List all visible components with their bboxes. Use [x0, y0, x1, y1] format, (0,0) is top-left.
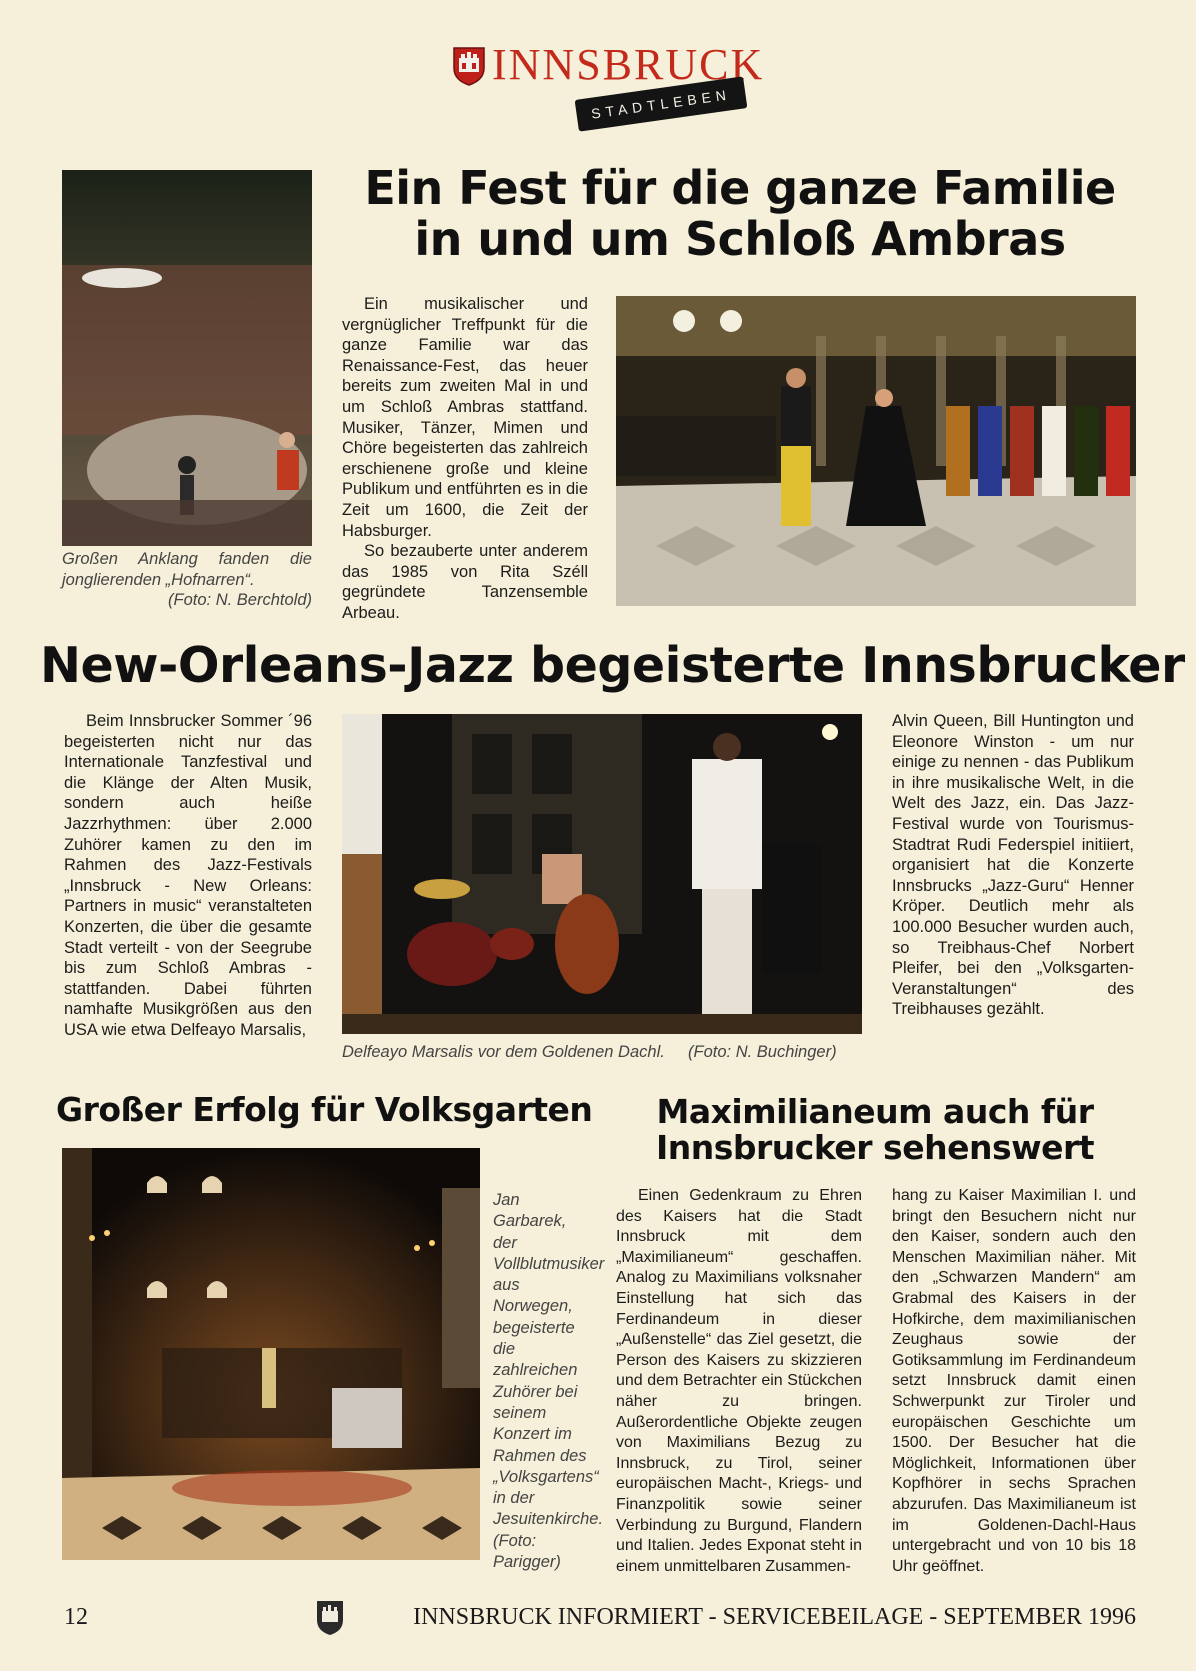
article1-paragraph: Ein musikalischer und vergnüglicher Treffpunkt für die ganze Familie war das Renaissance-Fest, das heuer bereits zum zweiten Mal in und um Schloß Ambras stattfand. Musiker, Tänzer, Mimen und Chöre begeisterten das zahlreich erschienene große und kleine Publikum und entführten es in die Zeit um 1600, die Zeit der Habsburger. [342, 295, 588, 540]
masthead-tagline: STADTLEBEN [590, 86, 732, 122]
article2-col1 [64, 711, 312, 1041]
headline-line: Ein Fest für die ganze Familie [364, 161, 1116, 215]
article2-col2 [892, 711, 1134, 1020]
photo-jugglers [62, 170, 312, 546]
caption-text: Delfeayo Marsalis vor dem Goldenen Dachl. [342, 1043, 665, 1061]
photo-garbarek-concert [62, 1148, 480, 1560]
city-coat-of-arms-icon [452, 46, 486, 86]
masthead [452, 40, 765, 130]
caption-line: Großen Anklang fanden die [62, 550, 312, 568]
photo-jugglers-caption [62, 549, 312, 611]
article3-headline: Großer Erfolg für Volksgarten [56, 1090, 593, 1129]
article2-headline: New-Orleans-Jazz begeisterte Innsbrucker [40, 637, 1185, 694]
article4-paragraph: hang zu Kaiser Maximilian I. und bringt den Besuchern nicht nur den Kaiser, sondern auch den Menschen Maximilian näher. Mit den „Schwarzen Mandern“ am Grabmal des Kaisers in der Hofkirche, dem maximilianischen Zeughaus sowie der Gotiksammlung im Ferdinandeum setzt Innsbruck damit einen Schwerpunkt zur Tiroler und europäischen Geschichte um 1500. Der Besucher hat die Möglichkeit, Informationen über Kopfhörer in sechs Sprachen abzurufen. Das Maximilianeum ist im Goldenen-Dachl-Haus untergebracht und von 10 bis 18 Uhr geöffnet. [892, 1187, 1136, 1575]
caption-line: jonglierenden „Hofnarren“. [62, 570, 255, 589]
caption-credit: (Foto: N. Buchinger) [688, 1043, 837, 1061]
caption-credit: (Foto: N. Berchtold) [168, 591, 312, 609]
article1-body [342, 294, 588, 624]
article1-headline [330, 163, 1150, 264]
article4-headline [615, 1094, 1135, 1167]
page-number: 12 [64, 1604, 88, 1630]
article2-paragraph: Beim Innsbrucker Sommer ´96 begeisterten nicht nur das Internationale Tanzfestival und die Klänge der Alten Musik, sondern auch heiße Jazzrhythmen: über 2.000 Zuhörer kamen zu den im Rahmen des Jazz-Festivals „Innsbruck - New Orleans: Partners in music“ veranstalteten Konzerten, die über die gesamte Stadt verteilt - von der Seegrube bis zum Schloß Ambras - stattfanden. Dabei führten namhafte Musikgrößen aus den USA wie etwa Delfeayo Marsalis, [64, 712, 312, 1039]
headline-line: in und um Schloß Ambras [414, 211, 1066, 266]
article4-paragraph: Einen Gedenkraum zu Ehren des Kaisers hat die Stadt Innsbruck mit dem „Maximilianeum“ geschaffen. Analog zu Maximilians volksnaher Einstellung hat sich das Ferdinandeum in dieser „Außenstelle“ das Ziel gesetzt, die Person des Kaisers zu skizzieren und dem Betrachter ein Stückchen näher zu bringen. Außerordentliche Objekte zeugen von Maximilians Bezug zu Innsbruck, zu Tirol, seiner europäischen Macht-, Kriegs- und Finanzpolitik sowie seiner Verbindung zu Burgund, Flandern und Italien. Jedes Exponat steht in einem unmittelbaren Zusammen- [616, 1187, 862, 1575]
photo-dance-ensemble [616, 296, 1136, 606]
article4-col1 [616, 1186, 862, 1577]
article4-col2 [892, 1186, 1136, 1577]
article1-paragraph: So bezauberte unter anderem das 1985 von Rita Széll gegründete Tanzensemble Arbeau. [342, 542, 588, 622]
photo-jazz-concert [342, 714, 862, 1034]
photo-garbarek-caption: Jan Garbarek, der Vollblutmusiker aus Norwegen, begeisterte die zahlreichen Zuhörer bei seinem Konzert im Rahmen des „Volksgartens“ in der Jesuitenkirche. (Foto: Parigger) [493, 1191, 605, 1572]
footer-publication: INNSBRUCK INFORMIERT - SERVICEBEILAGE - SEPTEMBER 1996 [413, 1604, 1136, 1630]
masthead-city: INNSBRUCK [492, 40, 765, 89]
article2-paragraph: Alvin Queen, Bill Huntington und Eleonore Winston - um nur einige zu nennen - das Publikum in ihre musikalische Welt, in die Welt des Jazz, ein. Das Jazz-Festival wurde von Tourismus-Stadtrat Rudi Federspiel initiiert, organisiert hat die Konzerte Innsbrucks „Jazz-Guru“ Henner Kröper. Deutlich mehr als 100.000 Besucher wurden auch, so Treibhaus-Chef Norbert Pleifer, bei den „Volksgarten-Veranstaltungen“ des Treibhauses gezählt. [892, 712, 1134, 1019]
headline-line: Maximilianeum auch für [656, 1092, 1094, 1131]
headline-line: Innsbrucker sehenswert [655, 1128, 1094, 1168]
photo-jazz-caption [342, 1042, 882, 1063]
footer-coat-of-arms-icon [316, 1600, 344, 1636]
